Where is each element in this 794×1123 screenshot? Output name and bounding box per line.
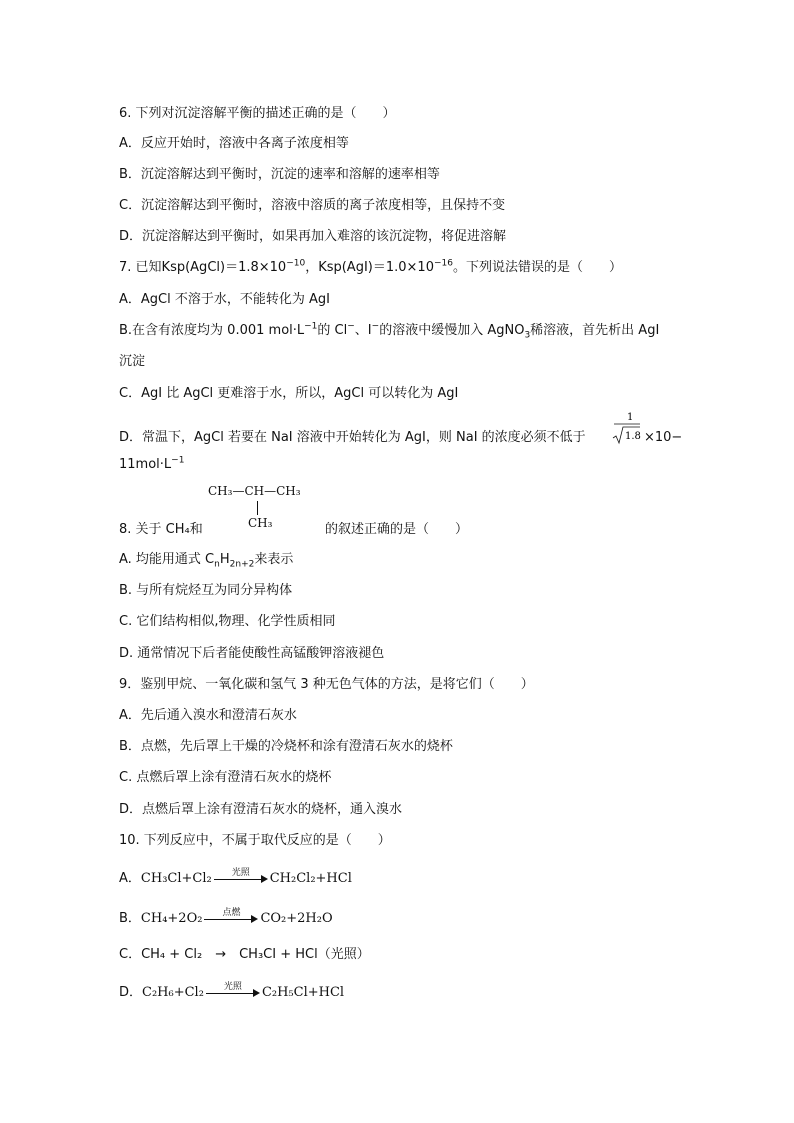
q10-a-label: A．: [119, 871, 141, 886]
q7-ksp-agcl: Ksp(AgCl)＝1.8×10: [161, 260, 287, 275]
q7-stem-suffix: 。下列说法错误的是（ ）: [452, 260, 622, 275]
q7-option-b: [119, 322, 659, 340]
q7-stem: [119, 259, 622, 277]
q7-b-text-1: B.在含有浓度均为 0.001 mol·L: [119, 323, 305, 338]
q7-d-cont-text: 11mol·L: [119, 457, 172, 472]
q7-b-sub: 3: [524, 330, 531, 341]
q7-ksp-agi: ，Ksp(AgI)＝1.0×10: [305, 260, 434, 275]
q8-option-d: D. 通常情况下后者能使酸性高锰酸钾溶液褪色: [119, 646, 385, 661]
q9-option-c: C. 点燃后罩上涂有澄清石灰水的烧杯: [119, 770, 332, 785]
q10-option-b: [119, 907, 333, 928]
q10-b-condition: 点燃: [222, 907, 241, 918]
q8-a-sub-2: 2n+2: [229, 559, 255, 570]
reaction-arrow-icon: [206, 981, 260, 1000]
q7-b-exp-3: −: [371, 321, 380, 332]
q9-option-b: B．点燃，先后罩上干燥的冷烧杯和涂有澄清石灰水的烧杯: [119, 739, 453, 754]
q7-option-d-cont: [119, 456, 184, 474]
q8-option-b: B. 与所有烷烃互为同分异构体: [119, 583, 293, 598]
q8-option-a: [119, 551, 293, 569]
q10-option-a: [119, 867, 352, 888]
q8-stem-left: 8. 关于 CH₄和: [119, 522, 203, 537]
q7-stem-prefix: 7. 已知: [119, 260, 162, 275]
q8-stem-right: 的叙述正确的是（ ）: [325, 522, 469, 537]
q8-a-text-1: A. 均能用通式 C: [119, 552, 215, 567]
q7-d-text: D．常温下，AgCl 若要在 NaI 溶液中开始转化为 AgI，则 NaI 的浓度必须不低于: [119, 430, 586, 445]
q7-option-a: A．AgCl 不溶于水，不能转化为 AgI: [119, 292, 330, 307]
q10-d-products: C₂H₅Cl+HCl: [261, 985, 345, 1000]
q7-d-tail: ×10−: [644, 430, 683, 445]
q6-option-b: B．沉淀溶解达到平衡时，沉淀的速率和溶解的速率相等: [119, 167, 440, 182]
q7-option-d: [119, 429, 586, 447]
structure-main-chain: CH₃—CH—CH₃: [208, 484, 301, 498]
q9-option-d: D．点燃后罩上涂有澄清石灰水的烧杯，通入溴水: [119, 802, 403, 817]
q6-stem: 6. 下列对沉淀溶解平衡的描述正确的是（ ）: [119, 106, 396, 121]
q7-d-sqrt-fraction: [610, 410, 644, 446]
q7-b-exp-1: −1: [304, 321, 318, 332]
isobutane-structure: [208, 484, 318, 536]
q8-a-sub-1: n: [214, 559, 220, 570]
q10-b-products: CO₂+2H₂O: [260, 911, 333, 926]
q7-b-text-5: 稀溶液，首先析出 AgI: [530, 323, 660, 338]
q10-d-condition: 光照: [223, 981, 242, 992]
q7-ksp-agcl-exp: −10: [286, 258, 306, 269]
q7-option-c: C．AgI 比 AgCl 更难溶于水，所以，AgCl 可以转化为 AgI: [119, 386, 459, 401]
q9-option-a: A．先后通入溴水和澄清石灰水: [119, 708, 297, 723]
q7-d-cont-exp: −1: [171, 455, 185, 466]
q7-b-text-2: 的 Cl: [317, 323, 348, 338]
q10-b-reactants: CH₄+2O₂: [140, 911, 203, 926]
q8-option-c: C. 它们结构相似,物理、化学性质相同: [119, 614, 336, 629]
q10-option-d: [119, 981, 345, 1002]
reaction-arrow-icon: [204, 907, 258, 926]
q10-option-c: C．CH₄ + Cl₂ → CH₃CI + HCl（光照）: [119, 947, 370, 962]
q7-b-exp-2: −: [347, 321, 355, 332]
q10-a-condition: 光照: [231, 867, 250, 878]
structure-branch: CH₃: [248, 516, 273, 530]
q7-ksp-agi-exp: −16: [433, 258, 453, 269]
q8-a-text-3: 来表示: [254, 552, 294, 567]
q7-frac-denominator: 1.8: [625, 431, 641, 442]
q10-a-products: CH₂Cl₂+HCl: [269, 871, 352, 886]
q7-b-text-4: 的溶液中缓慢加入 AgNO: [379, 323, 525, 338]
q6-option-a: A．反应开始时，溶液中各离子浓度相等: [119, 136, 349, 151]
q7-b-text-3: 、I: [354, 323, 372, 338]
q7-option-b-cont: 沉淀: [119, 354, 146, 369]
q10-stem: 10. 下列反应中，不属于取代反应的是（ ）: [119, 833, 391, 848]
q8-a-text-2: H: [219, 552, 230, 567]
q10-d-reactants: C₂H₆+Cl₂: [142, 985, 204, 1000]
structure-bond: [257, 501, 258, 515]
q6-option-d: D．沉淀溶解达到平衡时，如果再加入难溶的该沉淀物，将促进溶解: [119, 229, 507, 244]
reaction-arrow-icon: [214, 867, 268, 886]
q7-frac-numerator: 1: [627, 412, 634, 423]
q10-d-label: D．: [119, 985, 143, 1000]
q10-a-reactants: CH₃Cl+Cl₂: [140, 871, 212, 886]
q9-stem: 9．鉴别甲烷、一氧化碳和氢气 3 种无色气体的方法，是将它们（ ）: [119, 677, 534, 692]
q6-option-c: C．沉淀溶解达到平衡时，溶液中溶质的离子浓度相等，且保持不变: [119, 198, 506, 213]
q10-b-label: B．: [119, 911, 141, 926]
